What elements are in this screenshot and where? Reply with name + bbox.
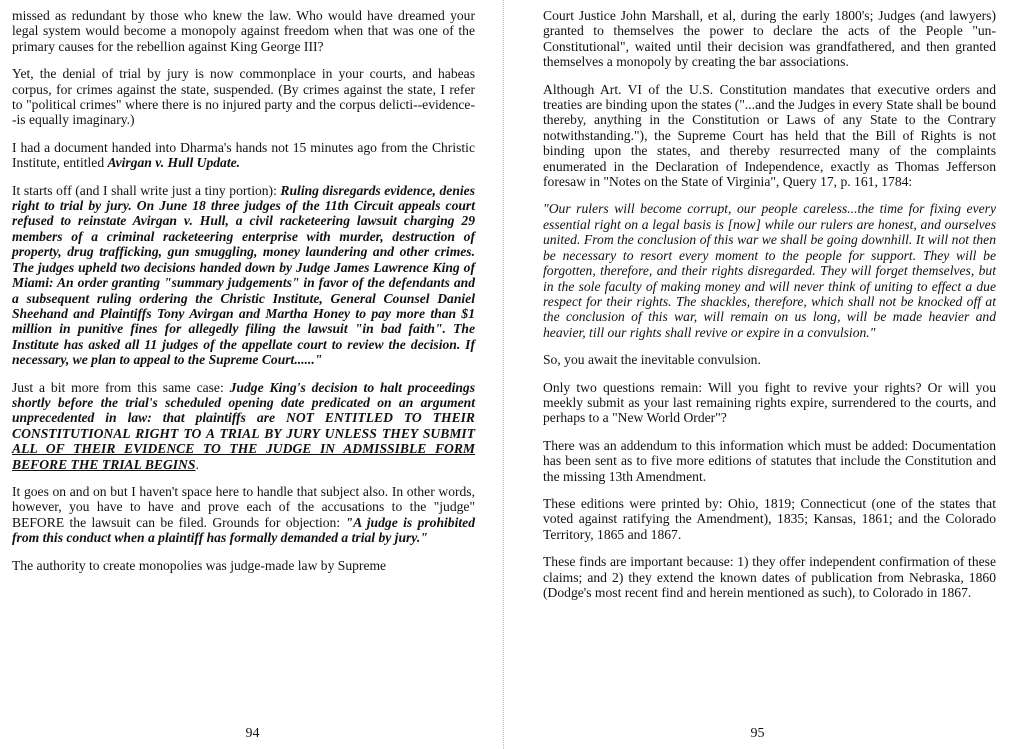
paragraph: These finds are important because: 1) they offer independent confirmation of these claims; and 2) they extend the known dates of publication from Nebraska, 1860 (Dodge's most recent find and herein mentioned as such), to Colorado in 1867. <box>543 554 996 600</box>
paragraph <box>12 183 475 368</box>
paragraph: These editions were printed by: Ohio, 1819; Connecticut (one of the states that voted against ratifying the Amendment), 1835; Kansas, 1861; and the Colorado Territory, 1865 and 1867. <box>543 495 996 542</box>
text: It goes on and on but I haven't space here to handle that subject also. In other words, however, you have to have and prove each of the accusations to the "judge" BEFORE the lawsuit can be filed. Grounds for objection: <box>12 483 475 530</box>
document-title: Avirgan v. Hull Update. <box>107 155 241 171</box>
underlined-text: ALL OF THEIR EVIDENCE TO THE JUDGE IN ADMISSIBLE FORM BEFORE THE TRIAL BEGINS <box>12 441 475 472</box>
paragraph <box>12 484 475 546</box>
text: Just a bit more from this same case: <box>12 379 230 395</box>
page-number: 94 <box>245 725 260 741</box>
paragraph: Although Art. VI of the U.S. Constitution mandates that executive orders and treaties are binding upon the states ("...and the Judges in every State shall be bound thereby, anything in the Constitution or Laws of any State to the Contrary notwithstanding."), the Supreme Court has held that the Bill of Rights is not binding upon the states, and thereby resurrected many of the complaints enumerated in the Declaration of Independence, exactly as Thomas Jefferson foresaw in "Notes on the State of Virginia", Query 17, p. 161, 1784: <box>543 81 996 190</box>
paragraph <box>12 380 475 472</box>
paragraph: Only two questions remain: Will you fight to revive your rights? Or will you meekly submit as your last remaining rights expire, surrendered to the courts, and perhaps to a "New World Order"? <box>543 379 996 426</box>
quoted-excerpt: Judge King's decision to halt proceedings shortly before the trial's scheduled opening date predicated on an argument unprecedented in law: that plaintiffs are <box>12 379 475 426</box>
quoted-excerpt: "A judge is prohibited from this conduct when a plaintiff has formally demanded a trial by jury." <box>12 514 475 546</box>
paragraph <box>12 140 475 171</box>
quoted-excerpt: Ruling disregards evidence, denies right to trial by jury. On June 18 three judges of the 11th Circuit appeals court refused to reinstate Avirgan v. Hull, a civil racketeering lawsuit charging 29 members of a criminal racketeering enterprise with murder, destruction of property, drug trafficking, gun smuggling, money laundering and other crimes. The judges upheld two decisions handed down by Judge James Lawrence King of Miami: An order granting "summary judgements" in favor of the defendants and a subsequent ruling ordering the Christic Institute, General Counsel Daniel Sheehand and Plaintiffs Tony Avirgan and Martha Honey to pay more than $1 million in punitive fines for allegedly filing the lawsuit "in bad faith". The Institute has asked all 11 judges of the appellate court to review the decision. If necessary, we plan to appeal to the Supreme Court......" <box>12 182 475 368</box>
emphasized-text: NOT ENTITLED TO THEIR CONSTITUTIONAL RIGHT TO A TRIAL BY JURY UNLESS THEY SUBMIT <box>12 410 476 441</box>
paragraph: So, you await the inevitable convulsion. <box>543 352 761 368</box>
text: . <box>195 456 199 472</box>
text: It starts off (and I shall write just a tiny portion): <box>12 182 281 198</box>
text: I had a document handed into Dharma's hands not 15 minutes ago from the Christic Institute, entitled <box>12 139 475 171</box>
page-number: 95 <box>750 725 765 741</box>
right-page <box>505 0 1010 749</box>
paragraph: Court Justice John Marshall, et al, during the early 1800's; Judges (and lawyers) granted to themselves the power to declare the acts of the People "un-Constitutional", waited until their decision was grandfathered, and then granted themselves a monopoly by creating the bar associations. <box>543 8 996 70</box>
paragraph: The authority to create monopolies was judge-made law by Supreme <box>12 557 387 573</box>
jefferson-quote: "Our rulers will become corrupt, our people careless...the time for fixing every essential right on a legal basis is [now] while our rulers are honest, and ourselves united. From the conclusion of this war we shall be going downhill. It will not then be necessary to resort every moment to the people for support. They will be forgotten, therefore, and their rights disregarded. They will forget themselves, but in the sole faculty of making money and will never think of uniting to effect a due respect for their rights. The shackles, therefore, which shall not be knocked off at the conclusion of this war, will remain on us long, will be made heavier and heavier, till our rights shall revive or expire in a convulsion." <box>543 201 996 340</box>
paragraph: Yet, the denial of trial by jury is now commonplace in your courts, and habeas corpus, for crimes against the state, suspended. (By crimes against the state, I refer to "political crimes" where there is no injured party and the corpus delicti--evidence--is equally imaginary.) <box>12 66 475 128</box>
paragraph: There was an addendum to this information which must be added: Documentation has been sent as to five more editions of statutes that include the Constitution and the missing 13th Amendment. <box>543 437 996 484</box>
paragraph: missed as redundant by those who knew the law. Who would have dreamed your legal system would become a monopoly against freedom when that was one of the primary causes for the rebellion against King George III? <box>12 8 475 54</box>
